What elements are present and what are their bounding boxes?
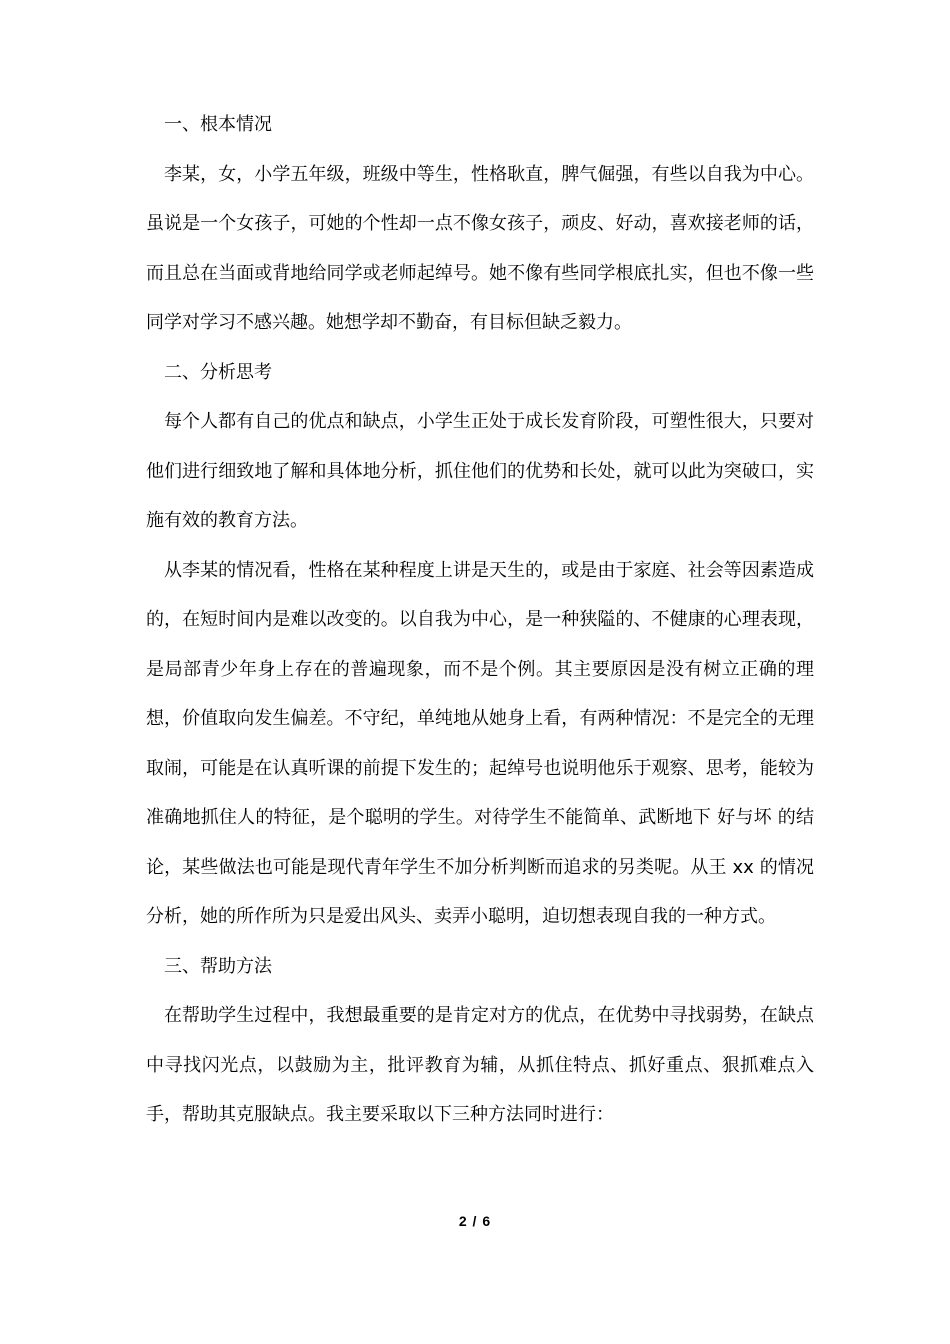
paragraph-help-methods: 在帮助学生过程中，我想最重要的是肯定对方的优点，在优势中寻找弱势，在缺点中寻找闪光点，以鼓励为主，批评教育为辅，从抓住特点、抓好重点、狠抓难点入手，帮助其克服缺点。我主要采取以下三种方法同时进行： [146,1005,814,1125]
section-heading-help-methods: 三、帮助方法 [164,955,272,977]
paragraph-analysis-detail: 从李某的情况看，性格在某种程度上讲是天生的，或是由于家庭、社会等因素造成的，在短时间内是难以改变的。以自我为中心，是一种狭隘的、不健康的心理表现，是局部青少年身上存在的普遍现象，而不是个例。其主要原因是没有树立正确的理想，价值取向发生偏差。不守纪，单纯地从她身上看，有两种情况：不是完全的无理取闹，可能是在认真听课的前提下发生的；起绰号也说明他乐于观察、思考，能较为准确地抓住人的特征，是个聪明的学生。对待学生不能简单、武断地下 好与坏 的结论，某些做法也可能是现代青年学生不加分析判断而追求的另类呢。从王 xx 的情况分析，她的所作所为只是爱出风头、卖弄小聪明，迫切想表现自我的一种方式。 [146,559,814,927]
paragraph-analysis-intro: 每个人都有自己的优点和缺点，小学生正处于成长发育阶段，可塑性很大，只要对他们进行细致地了解和具体地分析，抓住他们的优势和长处，就可以此为突破口，实施有效的教育方法。 [146,411,814,531]
document-body [146,100,814,1140]
paragraph-student-description: 李某，女，小学五年级，班级中等生，性格耿直，脾气倔强，有些以自我为中心。虽说是一个女孩子，可她的个性却一点不像女孩子，顽皮、好动，喜欢接老师的话，而且总在当面或背地给同学或老师起绰号。她不像有些同学根底扎实，但也不像一些同学对学习不感兴趣。她想学却不勤奋，有目标但缺乏毅力。 [146,163,814,333]
section-heading-basic-situation: 一、根本情况 [164,114,272,135]
section-heading-analysis: 二、分析思考 [164,361,272,383]
page-number: 2 / 6 [458,1213,492,1229]
